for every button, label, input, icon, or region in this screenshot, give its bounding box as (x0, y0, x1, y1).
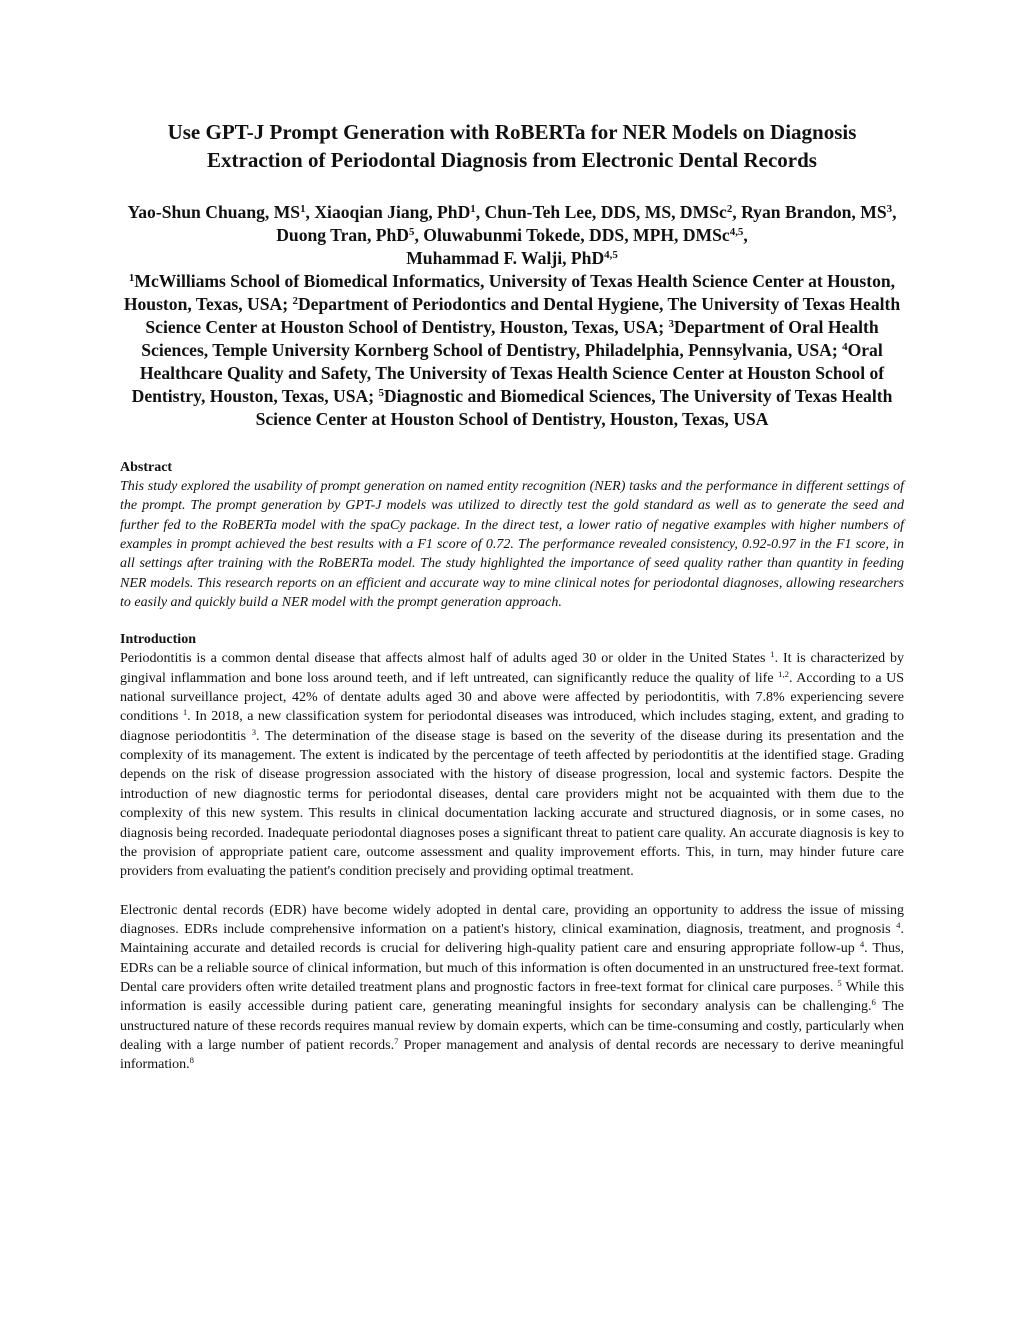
affiliation-2: Department of Periodontics and Dental Hygiene, The University of Texas Health Science Center at Houston School of Dentistry, Houston, Texas, USA; (145, 294, 901, 337)
introduction-paragraph-2 (120, 901, 904, 1075)
affiliations (120, 270, 904, 431)
affiliation-mark: 2 (292, 295, 298, 307)
title-line-1: Use GPT-J Prompt Generation with RoBERTa for NER Models on Diagnosis (167, 120, 857, 144)
citation-mark: 6 (871, 997, 876, 1008)
affiliation-5: Diagnostic and Biomedical Sciences, The University of Texas Health Science Center at Houston School of Dentistry, Houston, Texas, USA (255, 386, 893, 429)
text-run: . It is characterized by gingival inflammation and bone loss around teeth, and if left untreated, can significantly reduce the quality of life (120, 651, 904, 686)
introduction-paragraph-1 (120, 649, 904, 881)
citation-mark: 1 (182, 707, 188, 718)
author-name: Muhammad F. Walji, PhD (406, 248, 605, 268)
author-affiliation-mark: 5 (409, 226, 415, 238)
affiliation-4: Oral Healthcare Quality and Safety, The University of Texas Health Science Center at Houston School of Dentistry, Houston, Texas, USA; (131, 340, 885, 406)
author-list (120, 201, 904, 270)
citation-mark: 5 (837, 978, 842, 989)
citation-mark: 8 (189, 1055, 194, 1066)
text-run: The unstructured nature of these records requires manual review by domain experts, which can be time-consuming and costly, particularly when dealing with a large number of patient records. (120, 999, 905, 1053)
paper-page (120, 118, 904, 1075)
author-name: Oluwabunmi Tokede, DDS, MPH, DMSc (423, 225, 730, 245)
abstract-heading: Abstract (120, 460, 173, 475)
affiliation-mark: 3 (668, 318, 674, 330)
text-run: Electronic dental records (EDR) have become widely adopted in dental care, providing an opportunity to address the issue of missing diagnoses. EDRs include comprehensive information on a patient's history, clinical examination, diagnosis, treatment, and prognosis (120, 902, 904, 937)
author-name: Yao-Shun Chuang, MS (127, 202, 301, 222)
author-affiliation-mark: 3 (886, 203, 893, 215)
author-affiliation-mark: 1 (300, 203, 306, 215)
text-run: . Maintaining accurate and detailed records is crucial for delivering high-quality patient care and ensuring appropriate follow-up (120, 921, 904, 957)
text-run: Periodontitis is a common dental disease that affects almost half of adults aged 30 or older in the United States (120, 651, 766, 667)
text-run: . According to a US national surveillance project, 42% of dentate adults aged 30 and above were affected by periodontitis, with 7.8% experiencing severe conditions (120, 670, 905, 725)
text-run: . In 2018, a new classification system for periodontal diseases was introduced, which includes staging, extent, and grading to diagnose periodontitis (120, 709, 904, 744)
text-run: . Thus, EDRs can be a reliable source of clinical information, but much of this information is often documented in an unstructured free-text format. Dental care providers often write detailed treatment plans and prognostic factors in free-text format for clinical care purposes. (120, 941, 905, 995)
citation-mark: 4 (859, 939, 865, 950)
text-run: While this information is easily accessible during patient care, generating meaningful insights for secondary analysis can be challenging. (120, 979, 905, 1015)
affiliation-mark: 4 (842, 341, 848, 353)
author-line-2 (120, 247, 904, 270)
author-line-1: Yao-Shun Chuang, $MS^1$, Xiaoqian Jiang, PhD$^1$, Chun-Teh Lee, DDS, MS, DMSc$^2$, Ryan Brandon, $MS^3$, Duong Tran, PhD$^5$, Oluwabunmi Tokede, DDS, MPH, DMSc$^{4,5}$, (127, 202, 897, 245)
author-name: Xiaoqian Jiang, PhD (314, 202, 471, 222)
citation-mark: 4 (896, 920, 901, 931)
affiliation-mark: 5 (378, 387, 384, 399)
author-name: Chun-Teh Lee, DDS, MS, DMSc (484, 202, 727, 222)
introduction-heading: Introduction (120, 632, 196, 648)
affiliation-1: McWilliams School of Biomedical Informatics, University of Texas Health Science Center at Houston, Houston, Texas, USA; (123, 271, 896, 314)
citation-mark: 1 (770, 649, 775, 660)
abstract-text: This study explored the usability of prompt generation on named entity recognition (NER) tasks and the performance in different settings of the prompt. The prompt generation by GPT-J models was utilized to directly test the gold standard as well as to generate the seed and further fed to the RoBERTa model with the spaCy package. In the direct test, a lower ratio of negative examples with higher numbers of examples in prompt achieved the best results with a F1 score of 0.72. The performance revealed consistency, 0.92-0.97 in the F1 score, in all settings after training with the RoBERTa model. The study highlighted the importance of seed quality rather than quantity in feeding NER models. This research reports on an efficient and accurate way to mine clinical notes for periodontal diagnoses, allowing researchers to easily and quickly build a NER model with the prompt generation approach. (120, 479, 904, 611)
paper-title (120, 118, 904, 174)
title-line-2: Extraction of Periodontal Diagnosis from Electronic Dental Records (207, 148, 817, 172)
author-affiliation-mark: 1 (470, 203, 476, 215)
author-affiliation-mark: 2 (726, 203, 733, 215)
citation-mark: 7 (394, 1036, 399, 1047)
author-name: Duong Tran, PhD (276, 225, 410, 245)
citation-mark: 1,2 (778, 668, 789, 679)
author-affiliation-mark: 4,5 (604, 249, 618, 261)
affiliation-mark: 1 (128, 272, 135, 284)
text-run: . The determination of the disease stage is based on the severity of the disease during its presentation and the complexity of its management. The extent is indicated by the percentage of teeth affected by periodontitis at the identified stage. Grading depends on the risk of disease progression associated with the history of disease progression, local and systemic factors. Despite the introduction of new diagnostic terms for periodontal diseases, dental care providers might not be acquainted with them due to the complexity of this new system. This results in clinical documentation lacking accurate and structured diagnosis, or in some cases, no diagnosis being recorded. Inadequate periodontal diagnoses poses a significant threat to patient care quality. An accurate diagnosis is key to the provision of appropriate patient care, outcome assessment and quality improvement efforts. This, in turn, may hinder future care providers from evaluating the patient's condition precisely and providing optimal treatment. (120, 728, 905, 880)
author-name: Ryan Brandon, MS (741, 202, 887, 222)
author-affiliation-mark: 4,5 (729, 226, 744, 238)
citation-mark: 3 (251, 727, 257, 738)
text-run: Proper management and analysis of dental records are necessary to derive meaningful information. (120, 1037, 905, 1073)
affiliation-3: Department of Oral Health Sciences, Temple University Kornberg School of Dentistry, Philadelphia, Pennsylvania, USA; (141, 317, 879, 360)
